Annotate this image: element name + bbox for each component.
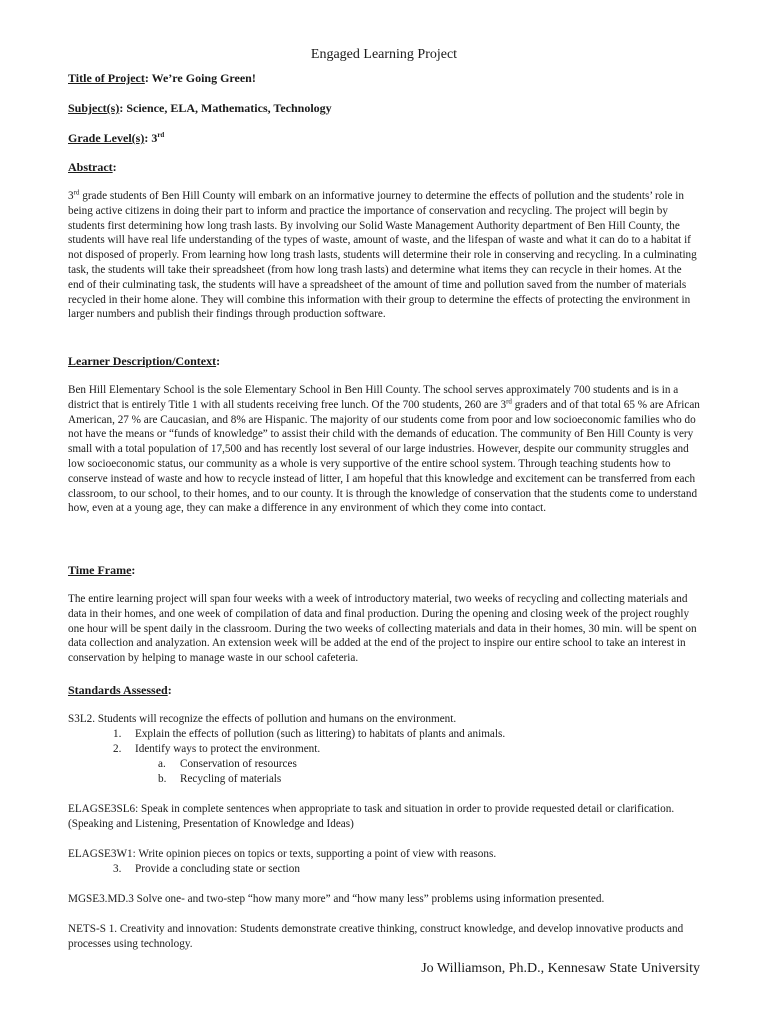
abstract-text: grade students of Ben Hill County will embark on an informative journey to determine the effects of pollution and the students’ role in being active citizens in doing their part to inform and practice the importance of conservation and recycling. The project will begin by students first determining how long trash lasts. By involving our Solid Waste Management Authority department of Ben Hill County, the students will have real life understanding of the types of waste, amount of waste, and the lifespan of waste and what it can do to a habitat if not disposed of properly. From learning how long trash lasts, students will determine their role in conserving and recycling. In a culminating task, the students will take their spreadsheet (from how long trash lasts) and determine what items they can recycle in their homes. At the end of their culminating task, the students will have a spreadsheet of the amount of time and pollution saved from the number of materials recycled in their home alone. They will combine this information with their group to determine the effects of protecting the environment in larger numbers and publish their findings through production software. bbox=[68, 190, 697, 321]
learner-label: Learner Description/Context bbox=[68, 354, 217, 368]
abstract-paragraph bbox=[68, 189, 700, 322]
s3l2-item-2 bbox=[113, 742, 320, 757]
standards-heading: Standards Assessed: bbox=[68, 683, 172, 697]
learner-text-b: graders and of that total 65 % are African American, 27 % are Caucasian, and 8% are Hispanic. The majority of our students come from poor and low socioeconomic families who do not have the means or “funds of knowledge” to assist their child with the demands of education. The community of Ben Hill County is very small with a total population of 17,500 and has recently lost several of our large industries. However, despite our community struggles and low socioeconomic status, our community as a whole is very supportive of the entire school system. Through teaching students how to conserve instead of waste and how to recycle instead of litter, I am hopeful that this knowledge and excitement can be transferred from each classroom, to our school, to their homes, and to our county. It is through the knowledge of conservation that the students come to understand how, even at a young age, they can make a difference in any environment of which they come into contact. bbox=[68, 398, 700, 515]
abstract-lead-num: 3 bbox=[68, 190, 74, 202]
standard-elagse3w1: ELAGSE3W1: Write opinion pieces on topics or texts, supporting a point of view with reasons. bbox=[68, 848, 497, 860]
standard-mgse3md3: MGSE3.MD.3 Solve one- and two-step “how many more” and “how many less” problems using information presented. bbox=[68, 893, 605, 905]
title-value: We’re Going Green! bbox=[151, 71, 256, 85]
learner-text-a: Ben Hill Elementary School is the sole Elementary School in Ben Hill County. The school serves approximately 700 students and is in a district that is entirely Title 1 with all students receiving free lunch. Of the 700 students, 260 are 3 bbox=[68, 384, 679, 411]
s3l2-subitem-a bbox=[158, 757, 297, 772]
project-title-field: Title of Project: We’re Going Green! bbox=[68, 71, 256, 85]
learner-sup: rd bbox=[506, 397, 512, 406]
grade-value: 3 bbox=[151, 131, 158, 145]
title-label: Title of Project bbox=[68, 71, 145, 85]
timeframe-paragraph: The entire learning project will span four weeks with a week of introductory material, two weeks of recycling and collecting materials and data in their homes, and one week of compilation of data and final production. During the opening and closing week of the project roughly one hour will be spent daily in the classroom. During the two weeks of collecting materials and data in their homes, 30 min. will be spent on data collection and analyzation. An extension week will be added at the end of the project to inspire our entire school to take an interest in conservation by helping to manage waste in our school cafeteria. bbox=[68, 593, 697, 665]
list-text: Provide a concluding state or section bbox=[135, 863, 300, 875]
list-text: Explain the effects of pollution (such as littering) to habitats of plants and animals. bbox=[135, 728, 506, 740]
learner-heading: Learner Description/Context: bbox=[68, 354, 221, 368]
list-number: 1. bbox=[113, 728, 122, 740]
subjects-label: Subject(s) bbox=[68, 101, 120, 115]
grade-label: Grade Level(s) bbox=[68, 131, 145, 145]
s3l2-item-1 bbox=[113, 727, 505, 742]
timeframe-heading: Time Frame: bbox=[68, 563, 136, 577]
s3l2-subitem-b bbox=[158, 772, 281, 787]
subjects-field: Subject(s): Science, ELA, Mathematics, Technology bbox=[68, 101, 332, 115]
elagse3w1-item-3 bbox=[113, 862, 300, 877]
learner-paragraph bbox=[68, 383, 700, 516]
standard-s3l2: S3L2. Students will recognize the effects of pollution and humans on the environment. bbox=[68, 713, 457, 725]
abstract-heading: Abstract: bbox=[68, 160, 117, 174]
standard-netss1: NETS-S 1. Creativity and innovation: Students demonstrate creative thinking, construct knowledge, and develop innovative products and processes using technology. bbox=[68, 923, 684, 950]
grade-suffix: rd bbox=[157, 131, 165, 139]
list-text: Identify ways to protect the environment. bbox=[135, 743, 321, 755]
abstract-lead-suffix: rd bbox=[73, 188, 80, 197]
grade-field: Grade Level(s): 3rd bbox=[68, 131, 165, 145]
timeframe-label: Time Frame bbox=[68, 563, 132, 577]
standard-elagse3sl6: ELAGSE3SL6: Speak in complete sentences when appropriate to task and situation in order to provide requested detail or clarification. (Speaking and Listening, Presentation of Knowledge and Ideas) bbox=[68, 803, 675, 830]
document-header: Engaged Learning Project bbox=[310, 47, 458, 62]
subjects-value: Science, ELA, Mathematics, Technology bbox=[126, 101, 332, 115]
standards-label: Standards Assessed bbox=[68, 683, 168, 697]
list-text: Conservation of resources bbox=[180, 758, 297, 770]
list-number: 3. bbox=[113, 863, 122, 875]
list-letter: b. bbox=[158, 773, 167, 785]
abstract-label: Abstract bbox=[68, 160, 113, 174]
list-text: Recycling of materials bbox=[180, 773, 282, 785]
list-number: 2. bbox=[113, 743, 122, 755]
document-footer: Jo Williamson, Ph.D., Kennesaw State University bbox=[421, 961, 700, 976]
list-letter: a. bbox=[158, 758, 166, 770]
